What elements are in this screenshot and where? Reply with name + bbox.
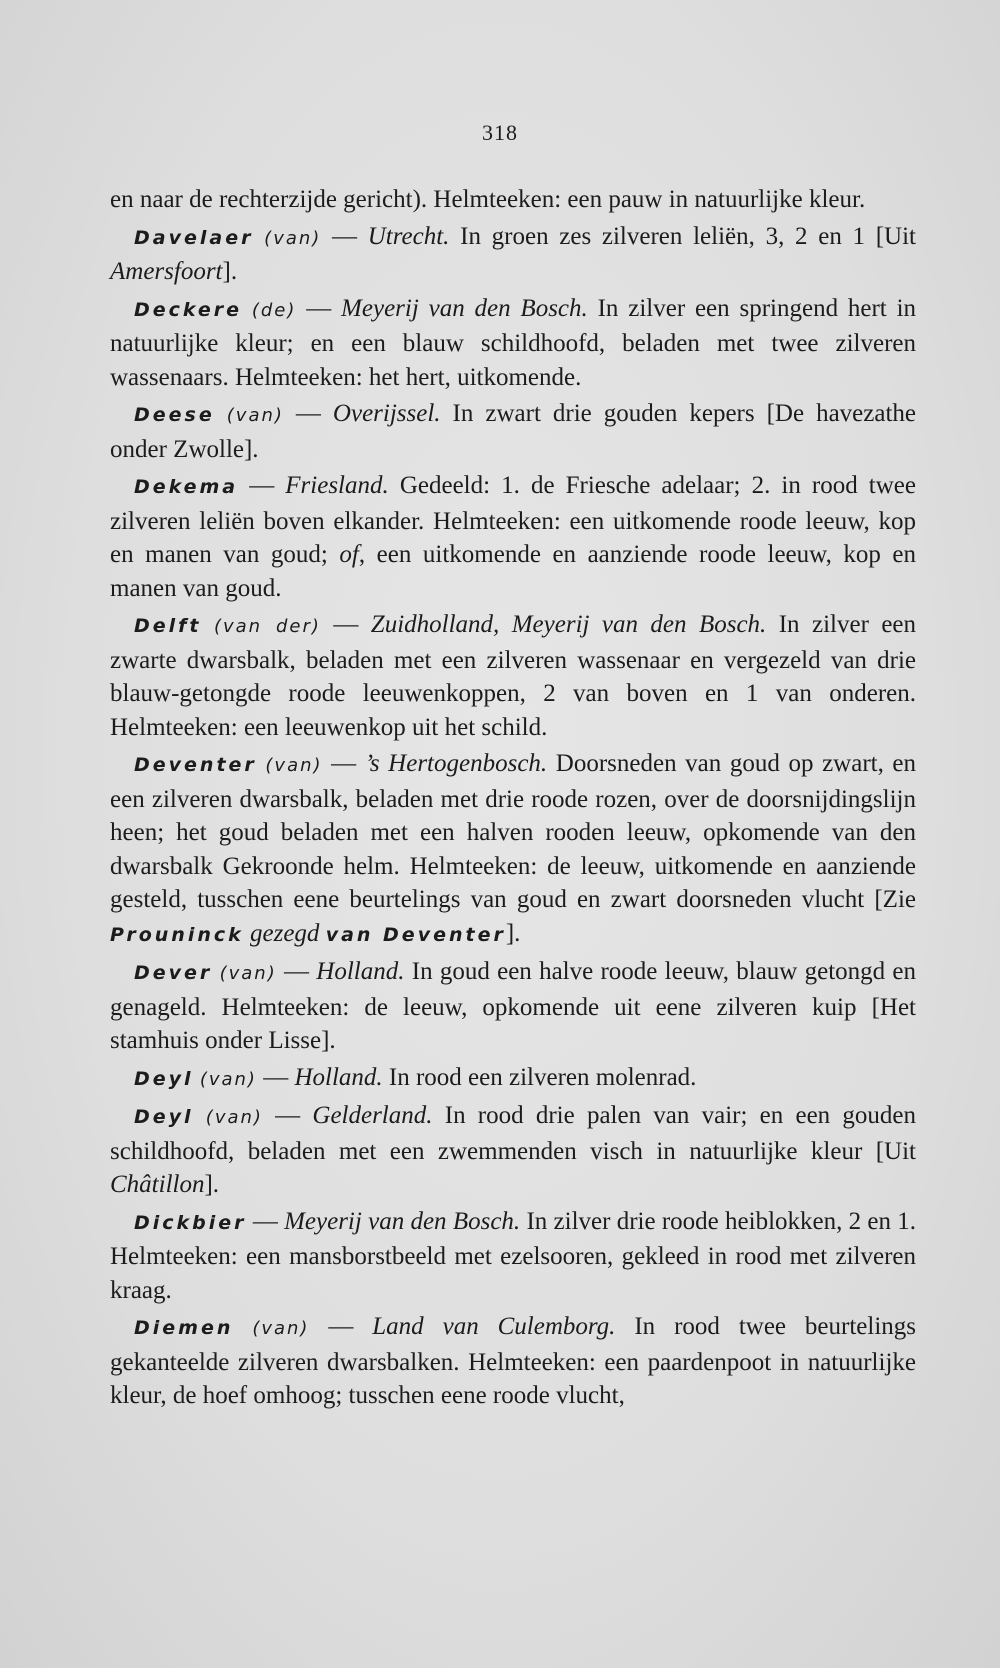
entry-deese: Deese (van) — Overijssel. In zwart drie gouden kepers [De havezathe onder Zwolle]. <box>110 400 917 463</box>
family-name: Dever <box>134 962 213 984</box>
entry-deventer: Deventer (van) — ’s Hertogenbosch. Doorsneden van goud op zwart, en een zilveren dwarsbalk, beladen met drie roode rozen, over de doorsnijdingslijn heen; het goud beladen met een halven rooden leeuw, opkomende van den dwarsbalk Gekroonde helm. Helmteeken: de leeuw, uitkomende en aanziende gesteld, tusschen eene beurtelings van goud en zwart doorsneden vlucht [Zie Prouninck gezegd van Deventer]. <box>110 750 917 947</box>
place: Friesland. <box>285 472 389 499</box>
place: Holland. <box>294 1063 383 1091</box>
name-prefix: (van) <box>205 1107 263 1128</box>
name-prefix: (van) <box>264 227 322 249</box>
family-name: Davelaer <box>134 226 254 249</box>
entry-deckere: Deckere (de) — Meyerij van den Bosch. In zilver een springend hert in natuurlijke kleur; en een blauw schildhoofd, beladen met twee zilveren wassenaars. Helmteeken: het hert, uitkomende. <box>110 294 917 391</box>
place: Utrecht. <box>367 222 450 250</box>
place: ’s Hertogenbosch. <box>364 750 548 777</box>
entry-delft: Delft (van der) — Zuidholland, Meyerij van den Bosch. In zilver een zwarte dwarsbalk, beladen met een zilveren wassenaar en vergezeld van drie blauw-getongde roode leeuwenkoppen, 2 van boven en 1 van onderen. Helmteeken: een leeuwenkop uit het schild. <box>110 611 917 741</box>
place: Meyerij van den Bosch. <box>341 294 588 322</box>
cross-reference-name: Prouninck <box>110 923 244 946</box>
description: In zilver drie roode heiblokken, 2 en 1. Helmteeken: een mansborstbeeld met ezelsooren, gekleed in rood met zilveren kraag. <box>110 1207 916 1304</box>
name-prefix: (van) <box>199 1068 257 1090</box>
description: In groen zes zilveren leliën, 3, 2 en 1 [Uit <box>449 222 916 250</box>
place: Meyerij van den Bosch. <box>284 1207 521 1235</box>
family-name: Dekema <box>134 476 239 498</box>
name-prefix: (van) <box>219 963 277 984</box>
entry-deyl-holland: Deyl (van) — Holland. In rood een zilveren molenrad. <box>134 1063 697 1091</box>
entry-dickbier: Dickbier — Meyerij van den Bosch. In zilver drie roode heiblokken, 2 en 1. Helmteeken: een mansborstbeeld met ezelsooren, gekleed in rood met zilveren kraag. <box>110 1207 916 1304</box>
family-name: Deyl <box>134 1067 194 1090</box>
description: In rood een zilveren molenrad. <box>382 1063 697 1091</box>
entry-davelaer: Davelaer (van) — Utrecht. In groen zes zilveren leliën, 3, 2 en 1 [Uit Amersfoort]. <box>110 222 916 285</box>
place: Land van Culemborg. <box>372 1313 616 1340</box>
family-name: Dickbier <box>134 1211 247 1234</box>
description: In goud een halve roode leeuw, blauw getongd en genageld. Helmteeken: de leeuw, opkomende uit eene zilveren kuip [Het stamhuis onder Lisse]. <box>110 958 917 1054</box>
description: In zwart drie gouden kepers [De havezathe onder Zwolle]. <box>110 400 917 463</box>
place: Overijssel. <box>332 400 441 427</box>
family-name: Deese <box>134 404 215 426</box>
entry-continuation: en naar de rechterzijde gericht). Helmteeken: een pauw in natuurlijke kleur. <box>110 186 866 213</box>
description: Doorsneden van goud op zwart, en een zilveren dwarsbalk, beladen met drie roode rozen, over de doorsnijdingslijn heen; het goud beladen met een halven rooden leeuw, opkomende van den dwarsbalk Gekroonde helm. Helmteeken: de leeuw, uitkomende en aanziende gesteld, tusschen eene beurtelings van goud en zwart doorsneden vlucht [Zie <box>110 750 917 913</box>
place: Holland. <box>316 958 405 985</box>
family-name: Deventer <box>134 754 257 776</box>
entry-dekema: Dekema — Friesland. Gedeeld: 1. de Friesche adelaar; 2. in rood twee zilveren leliën boven elkander. Helmteeken: een uitkomende roode leeuw, kop en manen van goud; of, een uitkomende en aanziende roode leeuw, kop en manen van goud. <box>110 472 917 602</box>
page-body <box>110 183 916 1416</box>
family-name: Delft <box>134 615 202 637</box>
place: Zuidholland, Meyerij van den Bosch. <box>370 611 767 638</box>
name-prefix: (van) <box>226 405 284 426</box>
entry-deyl-gelderland: Deyl (van) — Gelderland. In rood drie palen van vair; en een gouden schildhoofd, beladen met een zwemmenden visch in natuurlijke kleur [Uit Châtillon]. <box>110 1102 917 1198</box>
name-prefix: (de) <box>251 299 297 321</box>
entry-diemen: Diemen (van) — Land van Culemborg. In rood twee beurtelings gekanteelde zilveren dwarsbalken. Helmteeken: een paardenpoot in natuurlijke kleur, de hoef omhoog; tusschen eene roode vlucht, <box>110 1313 917 1409</box>
description: In zilver een springend hert in natuurlijke kleur; en een blauw schildhoofd, beladen met twee zilveren wassenaars. Helmteeken: het hert, uitkomende. <box>110 294 917 391</box>
name-prefix: (van) <box>252 1318 310 1339</box>
cross-reference-name: van Deventer <box>325 923 506 946</box>
family-name: Deckere <box>134 298 243 321</box>
description: In rood twee beurtelings gekanteelde zilveren dwarsbalken. Helmteeken: een paardenpoot in natuurlijke kleur, de hoef omhoog; tusschen eene roode vlucht, <box>110 1313 917 1409</box>
entry-dever: Dever (van) — Holland. In goud een halve roode leeuw, blauw getongd en genageld. Helmteeken: de leeuw, opkomende uit eene zilveren kuip [Het stamhuis onder Lisse]. <box>110 958 917 1054</box>
place: Gelderland. <box>312 1102 433 1129</box>
description: In rood drie palen van vair; en een gouden schildhoofd, beladen met een zwemmenden visch in natuurlijke kleur [Uit <box>110 1102 917 1165</box>
family-name: Diemen <box>134 1317 234 1339</box>
name-prefix: (van) <box>265 755 323 776</box>
name-prefix: (van der) <box>213 616 321 637</box>
description: Gedeeld: 1. de Friesche adelaar; 2. in rood twee zilveren leliën boven elkander. Helmteeken: een uitkomende roode leeuw, kop en manen van goud; <box>110 472 917 568</box>
description: In zilver een zwarte dwarsbalk, beladen met een zilveren wassenaar en vergezeld van drie blauw-getongde roode leeuwenkoppen, 2 van boven en 1 van onderen. Helmteeken: een leeuwenkop uit het schild. <box>110 611 917 741</box>
page-number: 318 <box>482 120 518 145</box>
family-name: Deyl <box>134 1106 194 1128</box>
